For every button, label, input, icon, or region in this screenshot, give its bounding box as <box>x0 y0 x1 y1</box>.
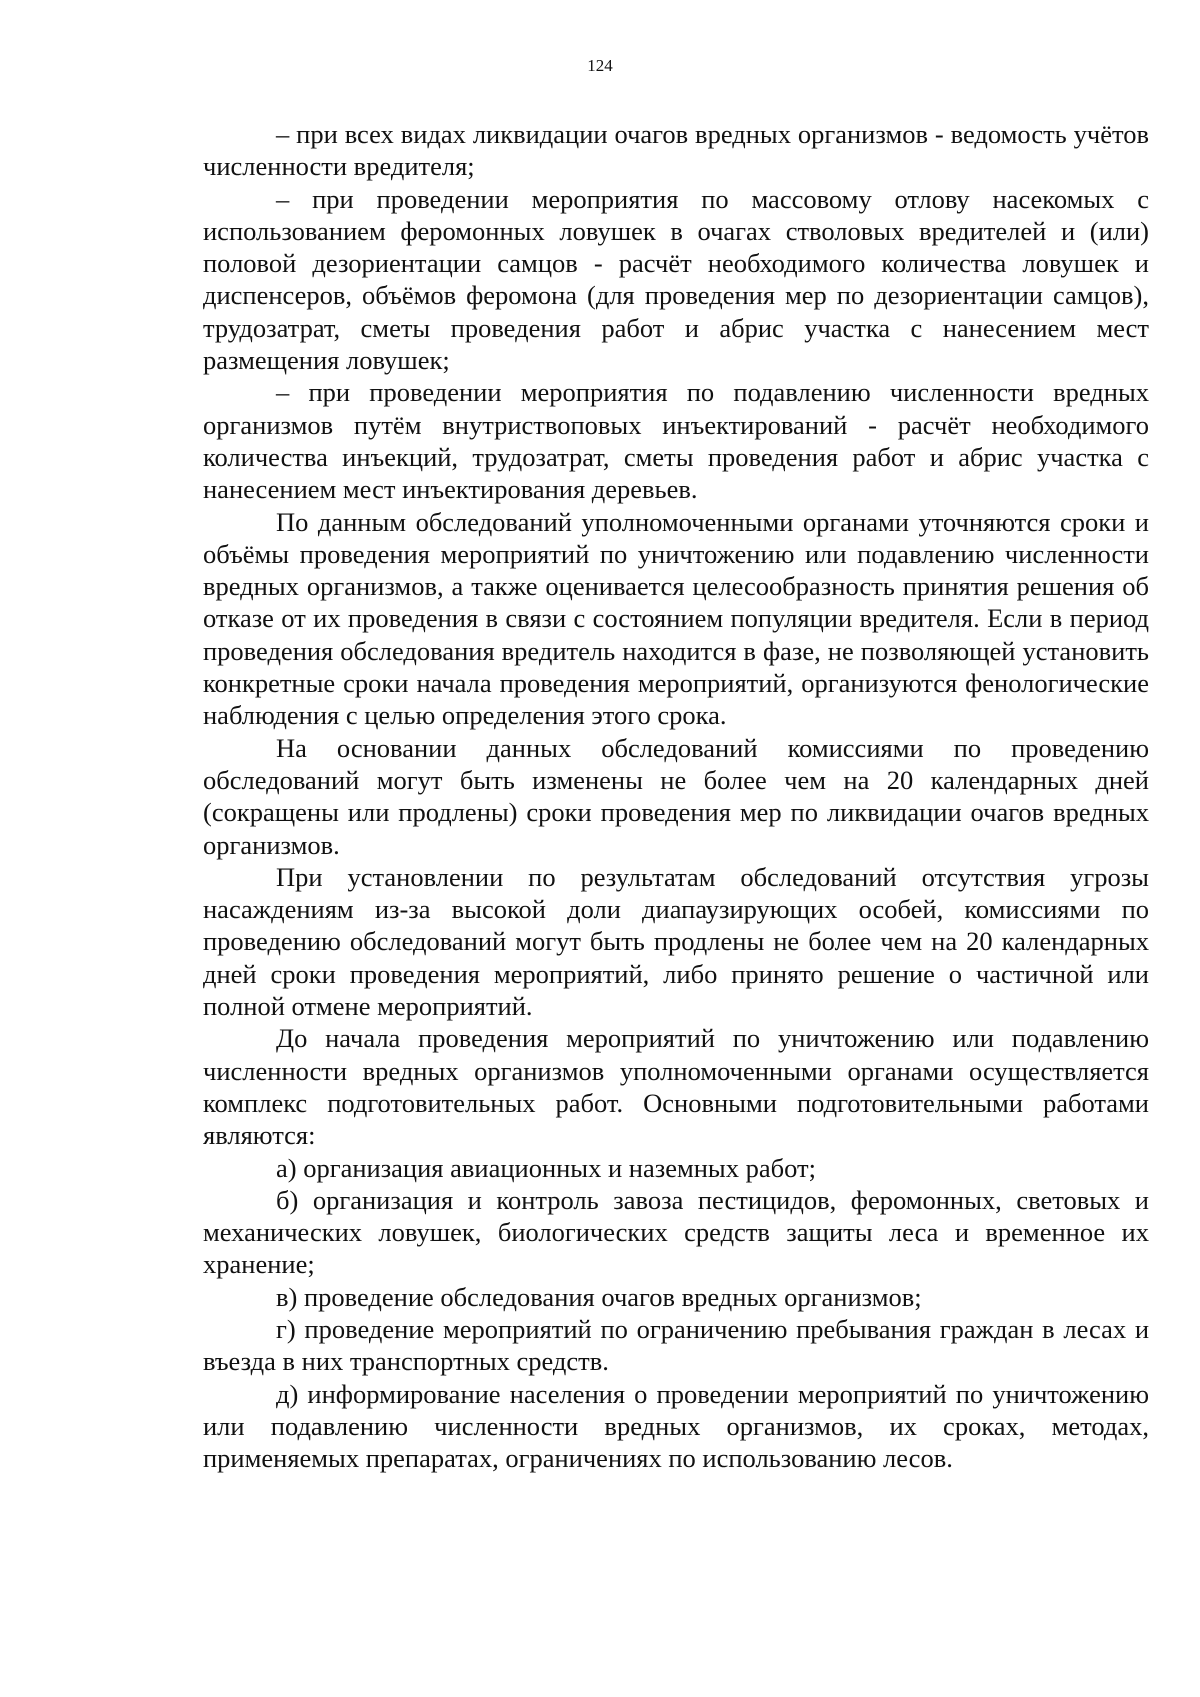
list-item-v: в) проведение обследования очагов вредных организмов; <box>276 1281 922 1312</box>
paragraph-commission-changes: На основании данных обследований комиссиями по проведению обследований могут быть изменены не более чем на 20 календарных дней (сокращены или продлены) сроки проведения мер по ликвидации очагов вредных организмов. <box>203 732 1149 860</box>
paragraph-ledger-requirement: – при всех видах ликвидации очагов вредных организмов - ведомость учётов численности вредителя; <box>203 119 1149 182</box>
list-item-d: д) информирование населения о проведении мероприятий по уничтожению или подавлению численности вредных организмов, их сроках, методах, применяемых препаратах, ограничениях по использованию лесов. <box>203 1378 1149 1474</box>
paragraph-preparatory-works: До начала проведения мероприятий по уничтожению или подавлению численности вредных организмов уполномоченными органами осуществляется комплекс подготовительных работ. Основными подготовительными работами являются: <box>203 1023 1149 1151</box>
document-body <box>203 118 1149 1474</box>
paragraph-diapause: При установлении по результатам обследований отсутствия угрозы насаждениям из-за высокой доли диапаузирующих особей, комиссиями по проведению обследований могут быть продлены не более чем на 20 календарных дней сроки проведения мероприятий, либо принято решение о частичной или полной отмене мероприятий. <box>203 861 1149 1022</box>
list-item-b: б) организация и контроль завоза пестицидов, феромонных, световых и механических ловушек, биологических средств защиты леса и временное их хранение; <box>203 1184 1149 1280</box>
list-item-g: г) проведение мероприятий по ограничению пребывания граждан в лесах и въезда в них транспортных средств. <box>203 1313 1149 1377</box>
paragraph-injections: – при проведении мероприятия по подавлению численности вредных организмов путём внутриствоповых инъектирований - расчёт необходимого количества инъекций, трудозатрат, сметы проведения работ и абрис участка с нанесением мест инъектирования деревьев. <box>203 377 1149 505</box>
page-number: 124 <box>587 56 613 75</box>
paragraph-pheromone-traps: – при проведении мероприятия по массовому отлову насекомых с использованием феромонных ловушек в очагах стволовых вредителей и (или) половой дезориентации самцов - расчёт необходимого количества ловушек и диспенсеров, объёмов феромона (для проведения мер по дезориентации самцов), трудозатрат, сметы проведения работ и абрис участка с нанесением мест размещения ловушек; <box>203 183 1149 376</box>
list-item-a: а) организация авиационных и наземных работ; <box>276 1152 816 1183</box>
paragraph-survey-data: По данным обследований уполномоченными органами уточняются сроки и объёмы проведения мероприятий по уничтожению или подавлению численности вредных организмов, а также оценивается целесообразность принятия решения об отказе от их проведения в связи с состоянием популяции вредителя. Если в период проведения обследования вредитель находится в фазе, не позволяющей установить конкретные сроки начала проведения мероприятий, организуются фенологические наблюдения с целью определения этого срока. <box>203 506 1149 731</box>
